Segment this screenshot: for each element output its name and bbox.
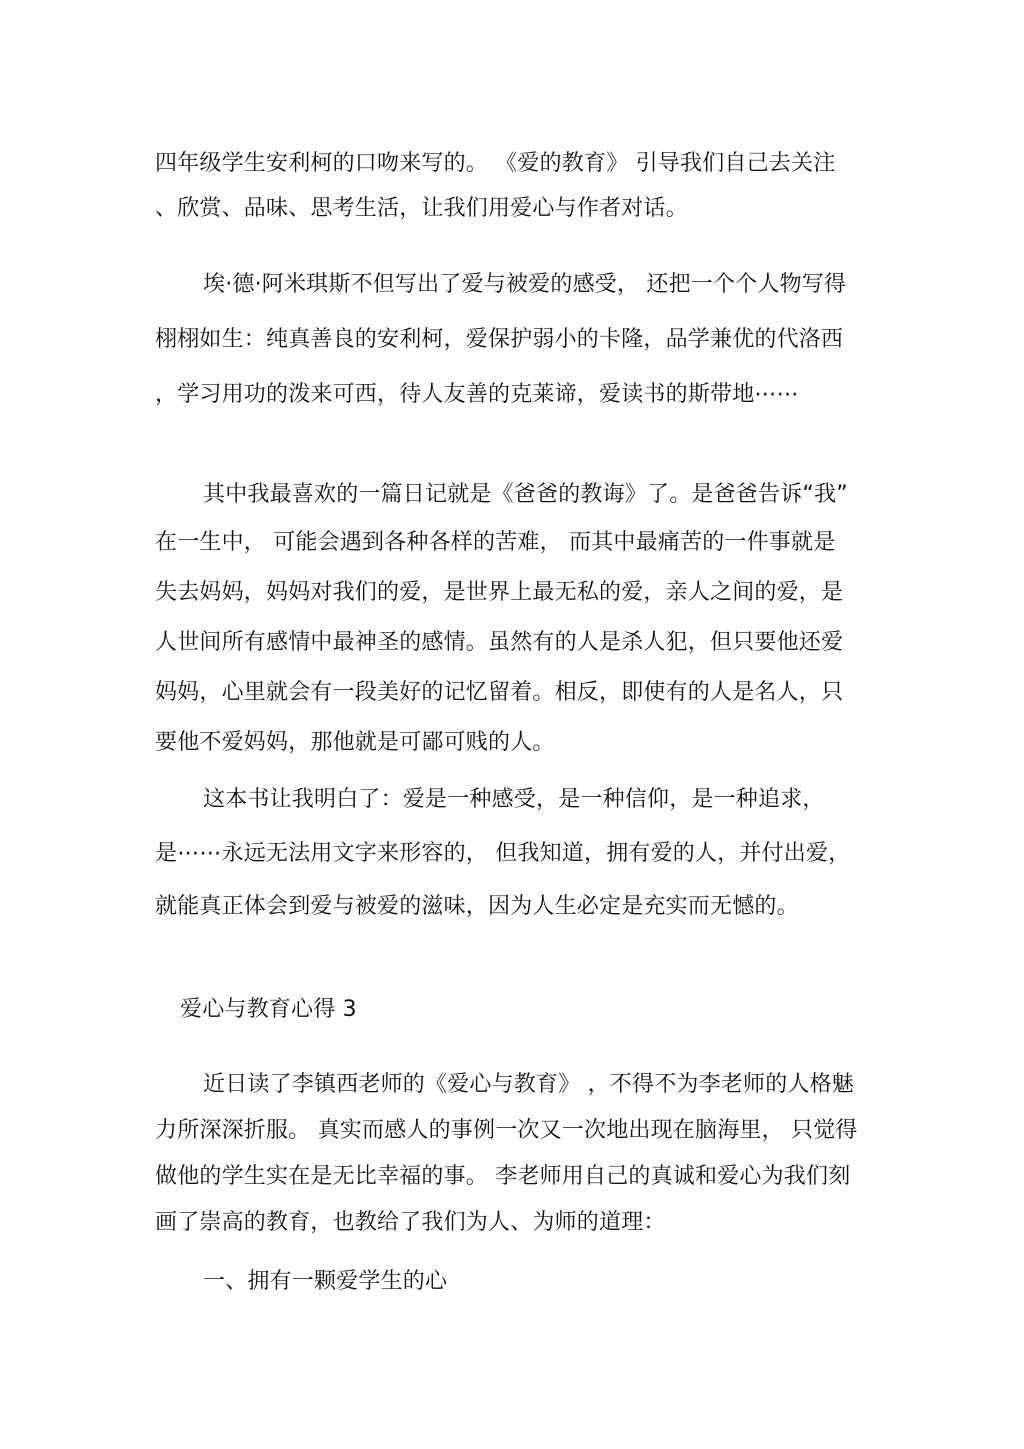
text-line: 失去妈妈，妈妈对我们的爱，是世界上最无私的爱，亲人之间的爱，是 [155,580,844,605]
text-line: 要他不爱妈妈，那他就是可鄙可贱的人。 [155,730,555,755]
text-line: 妈妈，心里就会有一段美好的记忆留着。相反，即使有的人是名人，只 [155,680,844,705]
text-line: 人世间所有感情中最神圣的感情。虽然有的人是杀人犯，但只要他还爱 [155,630,844,655]
text-line: ，学习用功的泼来可西，待人友善的克莱谛，爱读书的斯带地⋯⋯ [155,382,799,407]
text-line: 栩栩如生：纯真善良的安利柯，爱保护弱小的卡隆，品学兼优的代洛西 [155,327,844,352]
text-line: 力所深深折服。 真实而感人的事例一次又一次地出现在脑海里， 只觉得 [155,1118,858,1143]
text-line: 做他的学生实在是无比幸福的事。 李老师用自己的真诚和爱心为我们刻 [155,1164,851,1189]
text-line: 在一生中， 可能会遇到各种各样的苦难， 而其中最痛苦的一件事就是 [155,530,836,555]
text-line: 埃·德·阿米琪斯不但写出了爱与被爱的感受， 还把一个个人物写得 [203,272,847,297]
text-line: 近日读了李镇西老师的《爱心与教育》 ，不得不为李老师的人格魅 [203,1072,854,1097]
text-line: 、欣赏、品味、思考生活，让我们用爱心与作者对话。 [155,196,688,221]
text-line: 四年级学生安利柯的口吻来写的。 《爱的教育》 引导我们自己去关注 [155,151,836,176]
text-line: 这本书让我明白了：爱是一种感受，是一种信仰，是一种追求， [203,787,825,812]
text-line: 是⋯⋯永远无法用文字来形容的， 但我知道，拥有爱的人，并付出爱， [155,841,851,866]
text-line: 画了崇高的教育，也教给了我们为人、为师的道理： [155,1210,666,1235]
sub-heading: 一、拥有一颗爱学生的心 [203,1269,448,1294]
text-line: 其中我最喜欢的一篇日记就是《爸爸的教诲》了。是爸爸告诉“我” [203,482,848,507]
text-line: 就能真正体会到爱与被爱的滋味，因为人生必定是充实而无憾的。 [155,894,799,919]
section-heading: 爱心与教育心得 3 [180,997,357,1022]
